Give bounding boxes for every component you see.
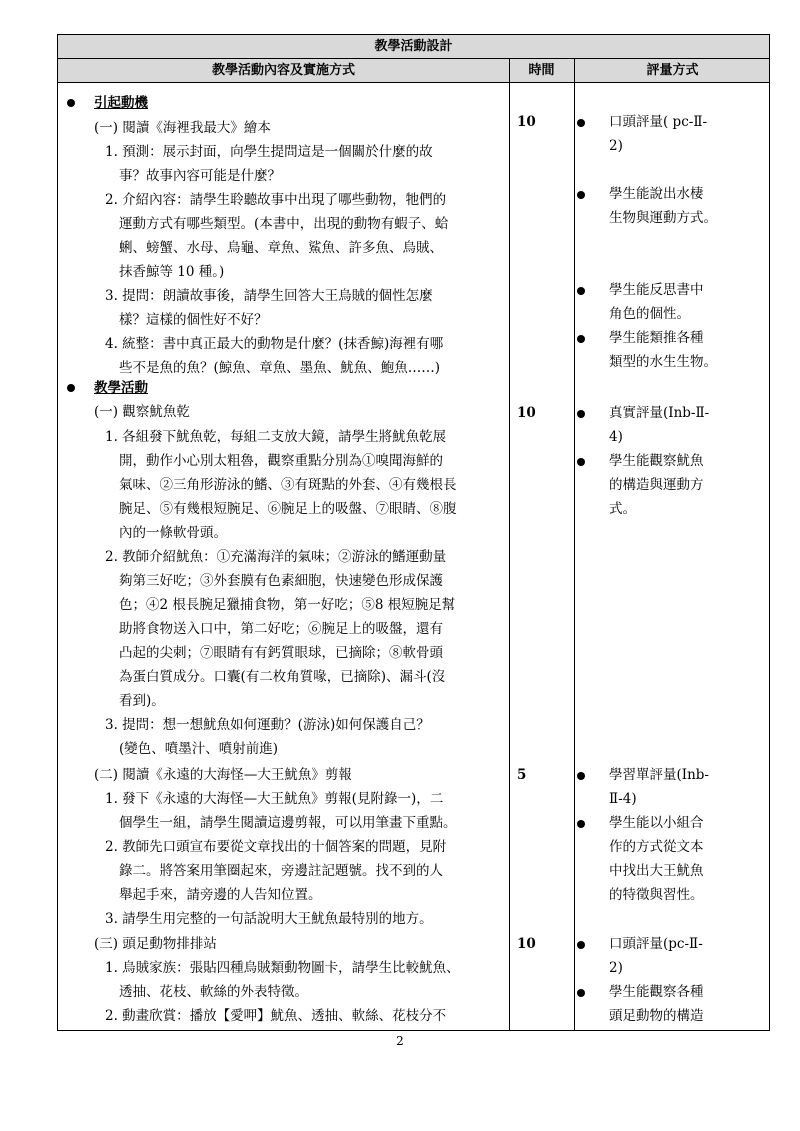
- content-line: 4. 統整：書中真正最大的動物是什麼？(抹香鯨)海裡有哪: [105, 336, 444, 352]
- content-line: 為蛋白質成分。口囊(有二枚角質喙，已摘除)、漏斗(沒: [119, 669, 446, 685]
- assessment-line: 的構造與運動方: [609, 477, 704, 493]
- content-line: 錄二。將答案用筆圈起來，旁邊註記題號。找不到的人: [119, 863, 443, 879]
- content-line: 舉起手來，請旁邊的人告知位置。: [119, 887, 322, 903]
- content-line: 1. 發下《永遠的大海怪—大王魷魚》剪報(見附錄一)，二: [105, 791, 444, 807]
- bullet-icon: [577, 820, 585, 828]
- assessment-line: 口頭評量( pc-Ⅱ-: [609, 114, 708, 130]
- assessment-line: 2): [609, 138, 623, 154]
- table-header: [58, 59, 769, 83]
- assessment-line: 學生能觀察各種: [609, 984, 704, 1000]
- section-heading: 教學活動: [94, 380, 148, 396]
- assessment-line: 類型的水生生物。: [609, 354, 717, 370]
- content-line: 3. 請學生用完整的一句話說明大王魷魚最特別的地方。: [105, 911, 433, 927]
- assessment-line: 作的方式從文本: [609, 839, 704, 855]
- content-line: 凸起的尖刺；⑦眼睛有有鈣質眼球，已摘除；⑧軟骨頭: [119, 645, 443, 661]
- content-line: 1. 各組發下魷魚乾，每組二支放大鏡，請學生將魷魚乾展: [105, 429, 447, 445]
- page-number: 2: [396, 1034, 404, 1048]
- header-assessment: 評量方式: [646, 63, 699, 78]
- assessment-line: 中找出大王魷魚: [609, 863, 704, 879]
- subsection-heading: (三) 頭足動物排排站: [94, 936, 217, 952]
- assessment-line: 2): [609, 960, 623, 976]
- content-line: 抹香鯨等 10 種。): [119, 264, 225, 280]
- assessment-line: 學生能反思書中: [609, 282, 704, 298]
- content-line: 樣？這樣的個性好不好？: [119, 312, 268, 328]
- assessment-line: 學習單評量(Inb-: [609, 767, 709, 783]
- time-value: 10: [517, 114, 536, 130]
- assessment-line: 口頭評量(pc-Ⅱ-: [609, 936, 703, 952]
- column-divider: [509, 59, 510, 1030]
- header-time: 時間: [528, 63, 555, 78]
- content-line: 蜊、螃蟹、水母、烏龜、章魚、鯊魚、許多魚、烏賊、: [119, 240, 443, 256]
- content-line: 些不是魚的魚？(鯨魚、章魚、墨魚、魷魚、鮑魚……): [119, 360, 441, 376]
- bullet-icon: [577, 941, 585, 949]
- content-line: 3. 提問：想一想魷魚如何運動？(游泳)如何保護自己？: [105, 717, 430, 733]
- bullet-icon: [577, 410, 585, 418]
- header-content: 教學活動內容及實施方式: [211, 63, 355, 78]
- content-line: 夠第三好吃；③外套膜有色素細胞，快速變色形成保護: [119, 573, 443, 589]
- content-line: 3. 提問：朗讀故事後，請學生回答大王烏賊的個性怎麼: [105, 288, 433, 304]
- time-value: 5: [517, 767, 527, 783]
- assessment-line: 角色的個性。: [609, 306, 690, 322]
- assessment-line: 學生能以小組合: [609, 815, 704, 831]
- bullet-icon: [577, 191, 585, 199]
- subsection-heading: (一) 觀察魷魚乾: [94, 404, 190, 420]
- content-line: 助將食物送入口中，第二好吃；⑥腕足上的吸盤，還有: [119, 621, 443, 637]
- assessment-line: 真實評量(Inb-Ⅱ-: [609, 405, 710, 421]
- bullet-icon: [67, 99, 75, 107]
- assessment-line: 式。: [609, 501, 636, 517]
- column-divider: [574, 59, 575, 1030]
- assessment-line: 頭足動物的構造: [609, 1008, 704, 1024]
- time-value: 10: [517, 936, 536, 952]
- content-line: 事？故事內容可能是什麼？: [119, 168, 281, 184]
- content-line: 色；④2 根長腕足獵捕食物，第一好吃；⑤8 根短腕足幫: [119, 597, 456, 613]
- content-line: 1. 預測：展示封面，向學生提問這是一個關於什麼的故: [105, 144, 433, 160]
- time-value: 10: [517, 405, 536, 421]
- content-line: (變色、噴墨汁、噴射前進): [119, 741, 279, 757]
- table-title: 教學活動設計: [58, 35, 769, 59]
- assessment-line: 學生能觀察魷魚: [609, 453, 704, 469]
- content-line: 看到)。: [119, 693, 165, 709]
- assessment-line: 生物與運動方式。: [609, 210, 717, 226]
- content-line: 1. 烏賊家族：張貼四種烏賊類動物圖卡，請學生比較魷魚、: [105, 960, 460, 976]
- content-line: 透抽、花枝、軟絲的外表特徵。: [119, 984, 308, 1000]
- bullet-icon: [577, 287, 585, 295]
- content-line: 開，動作小心別太粗魯，觀察重點分別為①嗅聞海鮮的: [119, 453, 443, 469]
- bullet-icon: [577, 335, 585, 343]
- content-line: 氣味、②三角形游泳的鰭、③有斑點的外套、④有幾根長: [119, 477, 457, 493]
- content-line: 運動方式有哪些類型。(本書中，出現的動物有蝦子、蛤: [119, 216, 449, 232]
- subsection-heading: (二) 閱讀《永遠的大海怪—大王魷魚》剪報: [94, 767, 352, 783]
- assessment-line: 學生能類推各種: [609, 330, 704, 346]
- assessment-line: Ⅱ-4): [609, 791, 637, 807]
- bullet-icon: [577, 772, 585, 780]
- bullet-icon: [577, 119, 585, 127]
- assessment-line: 4): [609, 429, 623, 445]
- assessment-line: 的特徵與習性。: [609, 887, 704, 903]
- content-line: 腕足、⑤有幾根短腕足、⑥腕足上的吸盤、⑦眼睛、⑧腹: [119, 501, 457, 517]
- content-line: 2. 教師介紹魷魚：①充滿海洋的氣味；②游泳的鰭運動量: [105, 549, 447, 565]
- bullet-icon: [67, 384, 75, 392]
- bullet-icon: [577, 458, 585, 466]
- content-line: 2. 教師先口頭宣布要從文章找出的十個答案的問題，見附: [105, 839, 447, 855]
- section-heading: 引起動機: [94, 95, 148, 111]
- content-line: 2. 介紹內容：請學生聆聽故事中出現了哪些動物，牠們的: [105, 192, 447, 208]
- bullet-icon: [577, 989, 585, 997]
- content-line: 2. 動畫欣賞：播放【愛呷】魷魚、透抽、軟絲、花枝分不: [105, 1008, 447, 1024]
- subsection-heading: (一) 閱讀《海裡我最大》繪本: [94, 120, 271, 136]
- assessment-line: 學生能說出水棲: [609, 186, 704, 202]
- content-line: 內的一條軟骨頭。: [119, 525, 227, 541]
- content-line: 個學生一組，請學生閱讀這邊剪報，可以用筆畫下重點。: [119, 815, 457, 831]
